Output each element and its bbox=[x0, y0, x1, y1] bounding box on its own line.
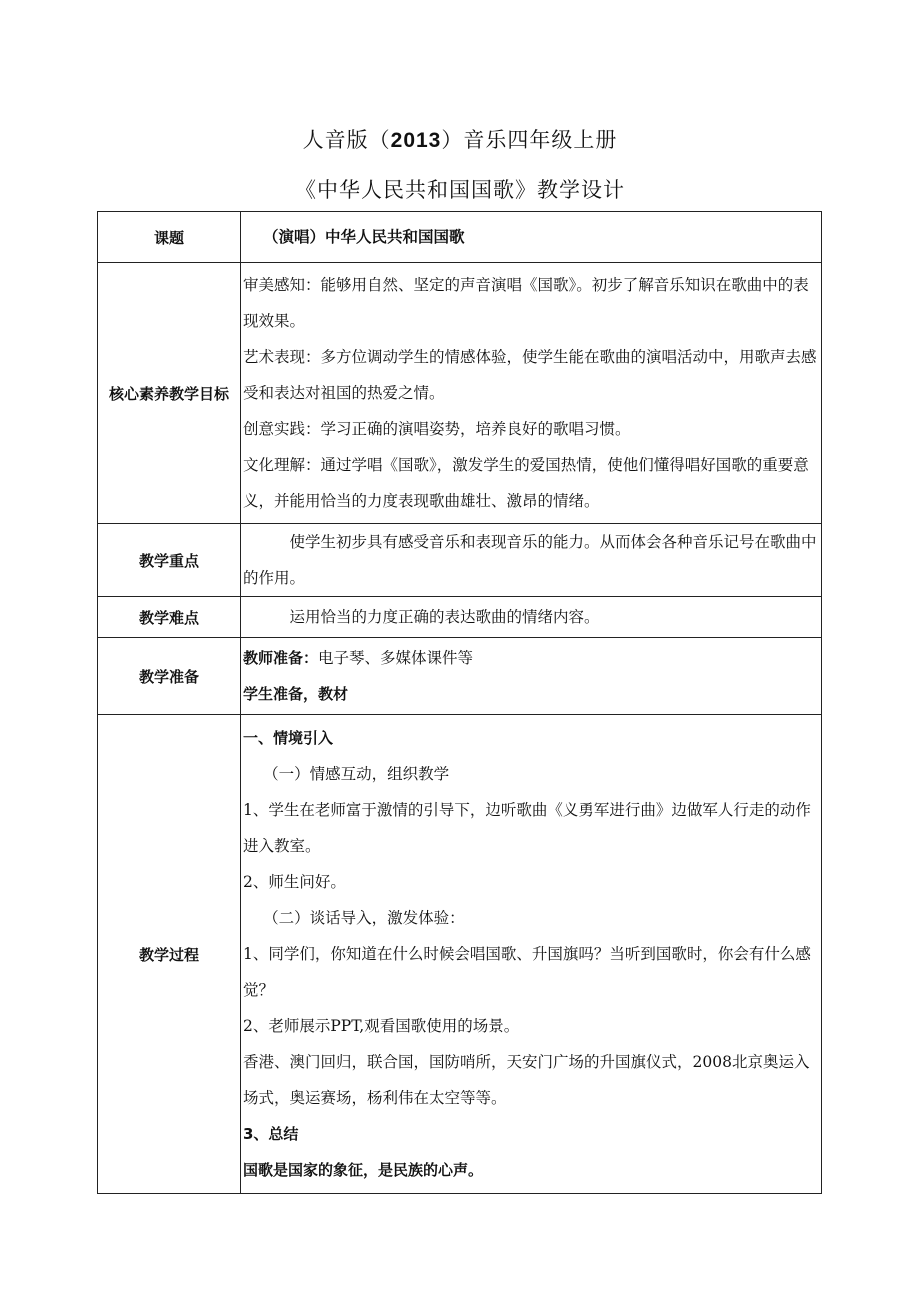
student-prep: 学生准备，教材 bbox=[243, 685, 349, 703]
process-item-2: 2、师生问好。 bbox=[243, 873, 346, 891]
preparation-label: 教学准备 bbox=[98, 638, 241, 715]
teacher-prep: 教师准备：电子琴、多媒体课件等 bbox=[243, 649, 474, 667]
table-row-key-points bbox=[98, 524, 822, 597]
goal-practice: 创意实践：学习正确的演唱姿势，培养良好的歌唱习惯。 bbox=[243, 420, 631, 438]
goal-expression: 艺术表现：多方位调动学生的情感体验，使学生能在歌曲的演唱活动中，用歌声去感受和表达对祖国的热爱之情。 bbox=[243, 348, 817, 402]
lesson-plan-table bbox=[97, 211, 822, 1194]
process-content bbox=[241, 715, 822, 1194]
process-item-5: 香港、澳门回归，联合国，国防哨所，天安门广场的升国旗仪式，2008北京奥运入场式，奥运赛场，杨利伟在太空等等。 bbox=[243, 1053, 810, 1107]
process-label: 教学过程 bbox=[98, 715, 241, 1194]
document-title: 人音版（2013）音乐四年级上册 bbox=[302, 128, 618, 152]
topic-value: （演唱）中华人民共和国国歌 bbox=[241, 212, 822, 263]
goal-aesthetic: 审美感知：能够用自然、坚定的声音演唱《国歌》。初步了解音乐知识在歌曲中的表现效果。 bbox=[243, 276, 809, 330]
process-summary-text: 国歌是国家的象征，是民族的心声。 bbox=[243, 1161, 484, 1179]
table-row-topic bbox=[98, 212, 822, 263]
preparation-content bbox=[241, 638, 822, 715]
difficulties-content: 运用恰当的力度正确的表达歌曲的情绪内容。 bbox=[241, 597, 822, 638]
table-row-goals bbox=[98, 263, 822, 524]
difficulties-label: 教学难点 bbox=[98, 597, 241, 638]
goals-label: 核心素养教学目标 bbox=[98, 263, 241, 524]
table-row-preparation bbox=[98, 638, 822, 715]
document-subtitle: 《中华人民共和国国歌》教学设计 bbox=[295, 178, 625, 202]
goal-culture: 文化理解：通过学唱《国歌》，激发学生的爱国热情，使他们懂得唱好国歌的重要意义，并能用恰当的力度表现歌曲雄壮、激昂的情绪。 bbox=[243, 456, 809, 510]
key-points-label: 教学重点 bbox=[98, 524, 241, 597]
process-item-1: 1、学生在老师富于激情的引导下，边听歌曲《义勇军进行曲》边做军人行走的动作进入教室。 bbox=[243, 801, 811, 855]
process-summary-title: 3、总结 bbox=[243, 1125, 299, 1143]
table-row-difficulties bbox=[98, 597, 822, 638]
process-sub-2: （二）谈话导入，激发体验： bbox=[263, 909, 465, 927]
topic-label: 课题 bbox=[98, 212, 241, 263]
process-section-1: 一、情境引入 bbox=[243, 729, 334, 747]
key-points-content: 使学生初步具有感受音乐和表现音乐的能力。从而体会各种音乐记号在歌曲中的作用。 bbox=[241, 524, 822, 597]
process-item-3: 1、同学们，你知道在什么时候会唱国歌、升国旗吗？当听到国歌时，你会有什么感觉？ bbox=[243, 945, 811, 999]
process-item-4: 2、老师展示PPT,观看国歌使用的场景。 bbox=[243, 1017, 520, 1035]
goals-content bbox=[241, 263, 822, 524]
process-sub-1: （一）情感互动，组织教学 bbox=[263, 765, 450, 783]
table-row-process bbox=[98, 715, 822, 1194]
